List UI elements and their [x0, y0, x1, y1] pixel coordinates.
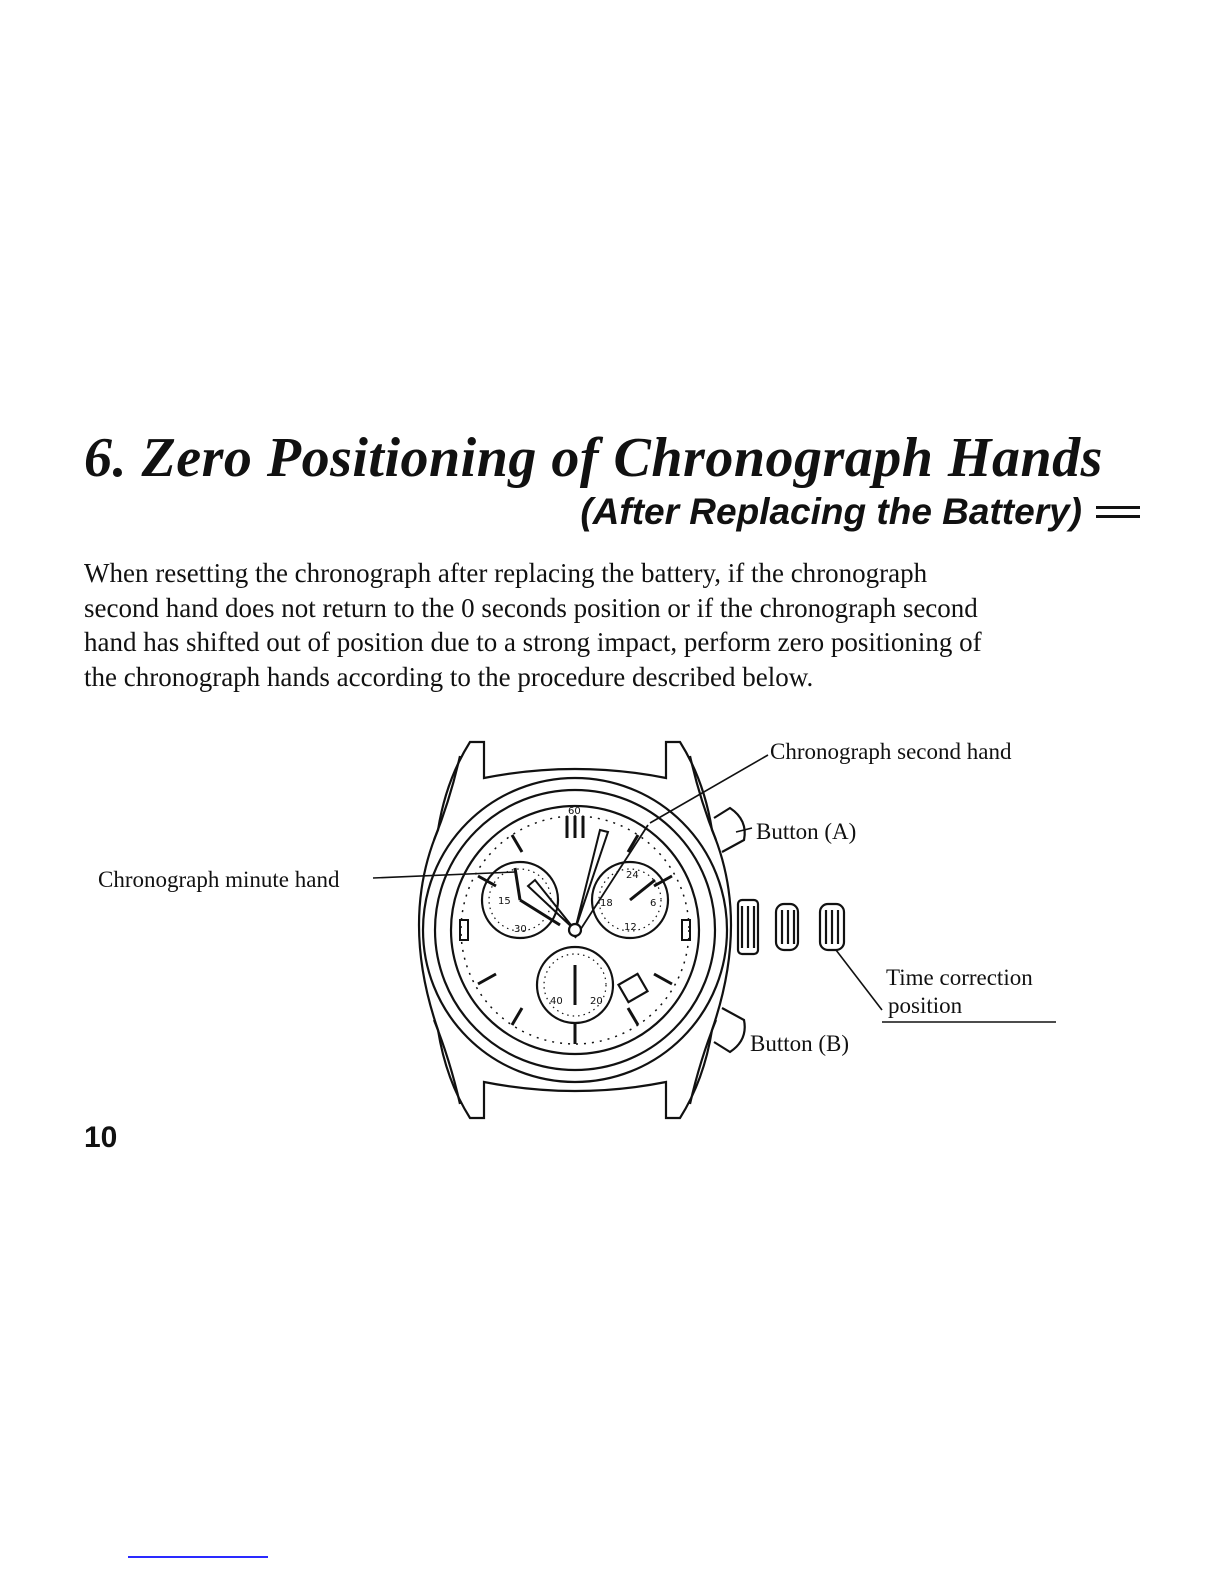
label-chronograph-second-hand: Chronograph second hand	[770, 739, 1012, 764]
subdial-numeral-15: 15	[498, 896, 511, 907]
section-subheading	[580, 490, 1140, 534]
footer-rule	[128, 1556, 268, 1558]
page-number: 10	[84, 1121, 118, 1154]
intro-paragraph	[84, 556, 1144, 694]
label-button-a: Button (A)	[756, 819, 857, 844]
label-chronograph-minute-hand: Chronograph minute hand	[98, 867, 340, 892]
label-button-b: Button (B)	[750, 1031, 850, 1056]
paragraph-line: When resetting the chronograph after replacing the battery, if the chronograph	[84, 558, 928, 588]
label-time-correction-line1: Time correction	[886, 965, 1033, 990]
watch-diagram	[0, 720, 1224, 1150]
subdial-numeral-18: 18	[600, 898, 613, 909]
subdial-numeral-24: 24	[626, 870, 639, 881]
paragraph-line: second hand does not return to the 0 seconds position or if the chronograph second	[84, 592, 978, 623]
subdial-numeral-20: 20	[590, 996, 603, 1007]
subdial-numeral-40: 40	[550, 996, 563, 1007]
dial-numeral-60: 60	[568, 806, 581, 817]
subdial-numeral-6: 6	[650, 898, 657, 909]
double-rule-mark	[1096, 506, 1140, 518]
paragraph-line: hand has shifted out of position due to a strong impact, perform zero positioning of	[84, 627, 982, 657]
paragraph-line: the chronograph hands according to the procedure described below.	[84, 661, 814, 692]
section-heading: 6. Zero Positioning of Chronograph Hands	[84, 427, 1103, 489]
subdial-numeral-12: 12	[624, 922, 637, 933]
label-time-correction-line2: position	[888, 993, 963, 1018]
dial-numerals	[0, 720, 1224, 1150]
subheading-text: (After Replacing the Battery)	[580, 491, 1082, 532]
subdial-numeral-30: 30	[514, 924, 527, 935]
